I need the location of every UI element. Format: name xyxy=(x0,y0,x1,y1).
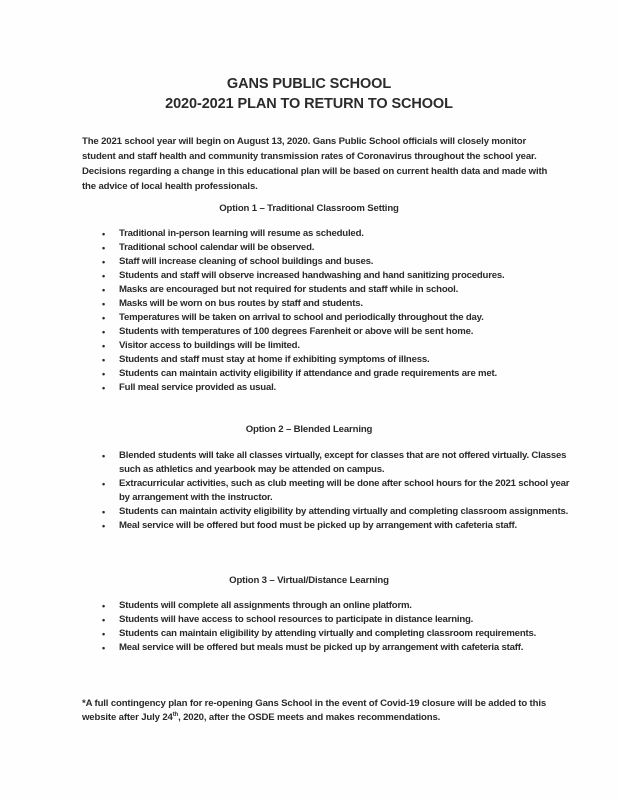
list-item: • Students and staff will observe increased handwashing and hand sanitizing procedures. xyxy=(102,270,505,281)
list-item: • Traditional school calendar will be observed. xyxy=(102,242,315,253)
option-2-heading: Option 2 – Blended Learning xyxy=(245,424,373,435)
list-item: • Temperatures will be taken on arrival to school and periodically throughout the day. xyxy=(102,312,484,323)
list-item: • Students and staff must stay at home if exhibiting symptoms of illness. xyxy=(102,354,430,365)
list-item: • Students can maintain activity eligibility by attending virtually and completing classroom assignments. xyxy=(102,506,569,517)
bullet-icon: • xyxy=(102,451,105,461)
bullet-icon: • xyxy=(102,643,105,653)
option-1-list xyxy=(100,227,570,395)
list-item: • Traditional in-person learning will resume as scheduled. xyxy=(102,228,364,239)
bullet-icon: • xyxy=(102,327,105,337)
list-item: • Staff will increase cleaning of school buildings and buses. xyxy=(102,256,374,267)
list-item: • Meal service will be offered but meals must be picked up by arrangement with cafeteria staff. xyxy=(102,642,524,653)
bullet-icon: • xyxy=(102,229,105,239)
list-item: • Extracurricular activities, such as club meeting will be done after school hours for the 2021 school year by arrangement with the instructor. xyxy=(102,478,570,503)
plan-title: 2020-2021 PLAN TO RETURN TO SCHOOL xyxy=(165,96,453,112)
intro-paragraph: The 2021 school year will begin on August 13, 2020. Gans Public School officials will closely monitor student and staff health and community transmission rates of Coronavirus throughout the school year. Decisions regarding a change in this educational plan will be based on current health data and made with the advice of local health professionals. xyxy=(82,136,548,192)
list-item: • Masks are encouraged but not required for students and staff while in school. xyxy=(102,284,459,295)
list-item: • Students can maintain eligibility by attending virtually and completing classroom requirements. xyxy=(102,628,537,639)
list-item: • Masks will be worn on bus routes by staff and students. xyxy=(102,298,363,309)
list-item: • Visitor access to buildings will be limited. xyxy=(102,340,300,351)
bullet-icon: • xyxy=(102,629,105,639)
list-item: • Students with temperatures of 100 degrees Farenheit or above will be sent home. xyxy=(102,326,474,337)
bullet-icon: • xyxy=(102,299,105,309)
option-2-list xyxy=(100,449,570,533)
bullet-icon: • xyxy=(102,521,105,531)
option-3-list xyxy=(100,599,570,655)
bullet-icon: • xyxy=(102,479,105,489)
bullet-icon: • xyxy=(102,383,105,393)
school-name-title: GANS PUBLIC SCHOOL xyxy=(226,76,392,92)
bullet-icon: • xyxy=(102,355,105,365)
list-item: • Full meal service provided as usual. xyxy=(102,382,277,393)
list-item: • Students can maintain activity eligibility if attendance and grade requirements are met. xyxy=(102,368,497,379)
bullet-icon: • xyxy=(102,369,105,379)
list-item: • Blended students will take all classes virtually, except for classes that are not offered virtually. Classes such as athletics and yearbook may be attended on campus. xyxy=(102,450,567,475)
bullet-icon: • xyxy=(102,271,105,281)
bullet-icon: • xyxy=(102,601,105,611)
bullet-icon: • xyxy=(102,257,105,267)
bullet-icon: • xyxy=(102,341,105,351)
bullet-icon: • xyxy=(102,507,105,517)
list-item: • Meal service will be offered but food must be picked up by arrangement with cafeteria staff. xyxy=(102,520,517,531)
bullet-icon: • xyxy=(102,313,105,323)
bullet-icon: • xyxy=(102,615,105,625)
option-3-heading: Option 3 – Virtual/Distance Learning xyxy=(229,575,389,586)
contingency-footnote: *A full contingency plan for re-opening Gans School in the event of Covid-19 closure will be added to this website after July 24th, 2020, after the OSDE meets and makes recommendations. xyxy=(82,698,547,723)
bullet-icon: • xyxy=(102,243,105,253)
bullet-icon: • xyxy=(102,285,105,295)
list-item: • Students will have access to school resources to participate in distance learning. xyxy=(102,614,474,625)
option-1-heading: Option 1 – Traditional Classroom Setting xyxy=(219,203,399,214)
list-item: • Students will complete all assignments through an online platform. xyxy=(102,600,412,611)
